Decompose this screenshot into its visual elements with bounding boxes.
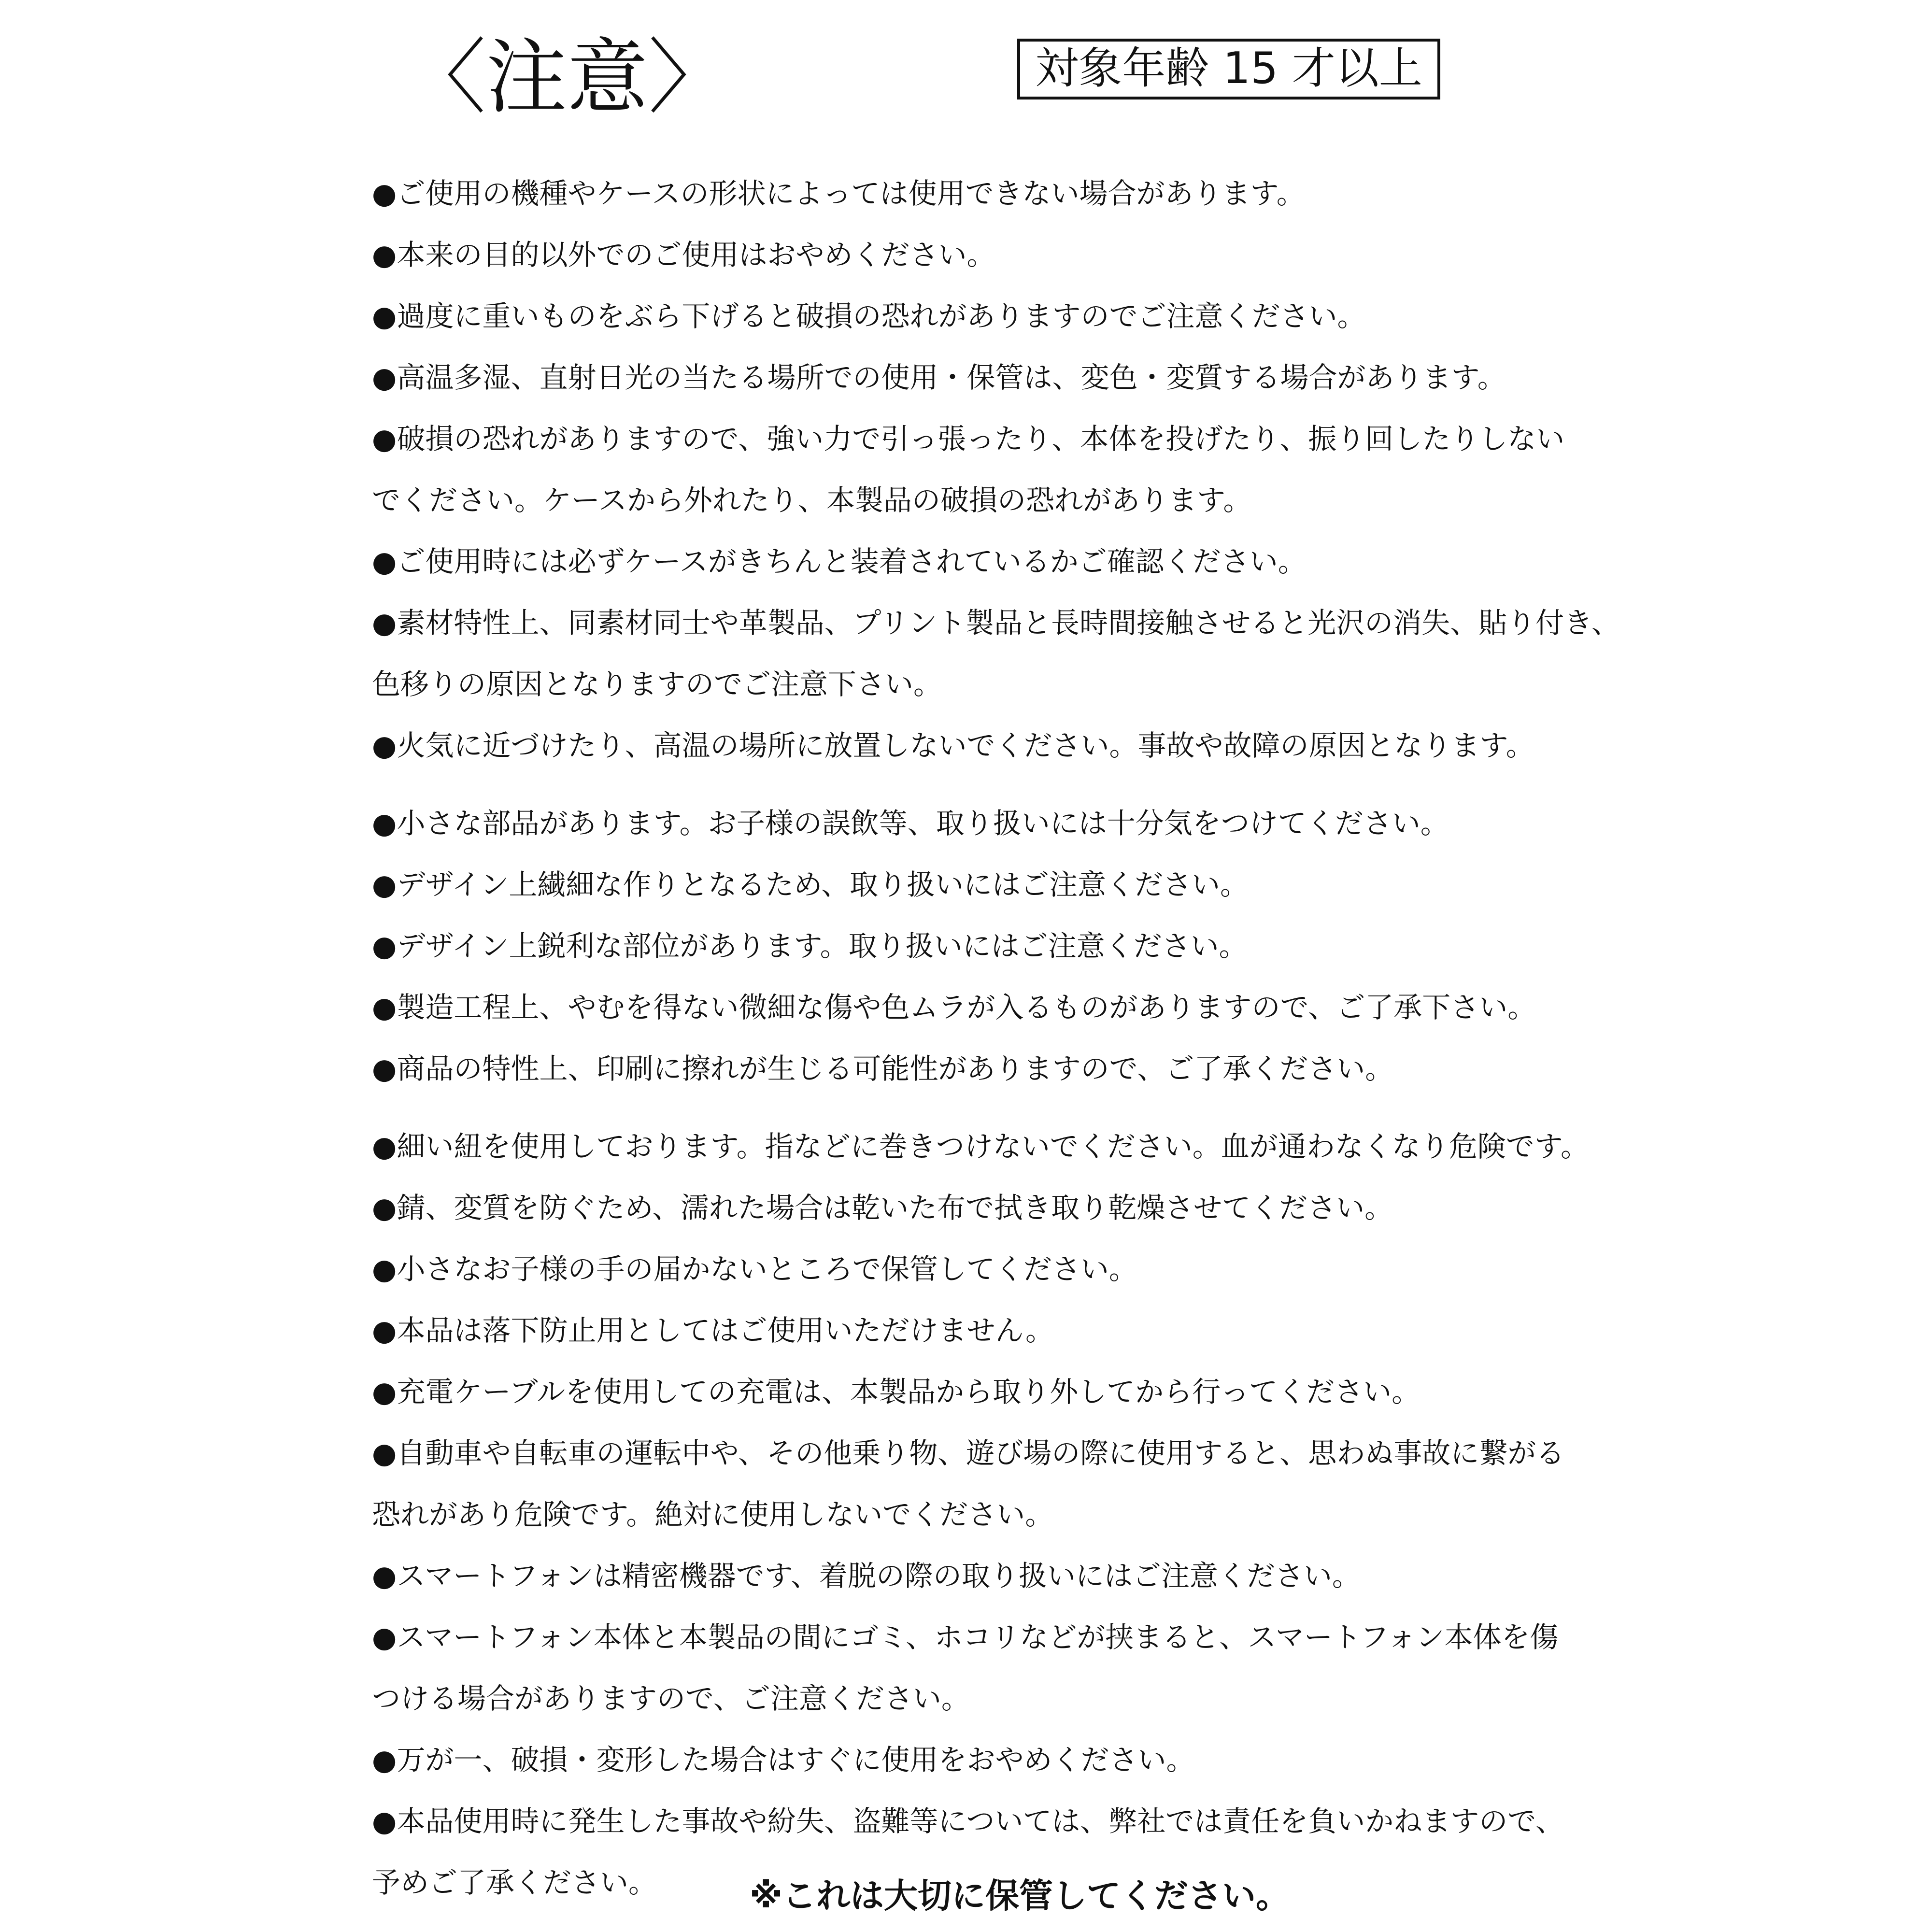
caution-line: ●スマートフォン本体と本製品の間にゴミ、ホコリなどが挟まると、スマートフォン本体を傷 [372,1620,1559,1654]
caution-line: ●充電ケーブルを使用しての充電は、本製品から取り外してから行ってください。 [372,1375,1421,1408]
caution-line: ●商品の特性上、印刷に擦れが生じる可能性がありますので、ご了承ください。 [372,1052,1394,1085]
caution-line: ●製造工程上、やむを得ない微細な傷や色ムラが入るものがありますので、ご了承下さい。 [372,991,1536,1024]
caution-line: ●錆、変質を防ぐため、濡れた場合は乾いた布で拭き取り乾燥させてください。 [372,1191,1393,1224]
caution-line: ●本品使用時に発生した事故や紛失、盗難等については、弊社では責任を負いかねますので、 [372,1804,1564,1838]
caution-line: ●自動車や自転車の運転中や、その他乗り物、遊び場の際に使用すると、思わぬ事故に繋がる [372,1436,1565,1470]
caution-line: 予めご了承ください。 [372,1866,657,1899]
caution-line: 色移りの原因となりますのでご注意下さい。 [372,668,942,701]
caution-line: ●デザイン上繊細な作りとなるため、取り扱いにはご注意ください。 [372,868,1249,901]
age-rating-box: 対象年齢 15 才以上 [1017,39,1440,99]
caution-line: ●小さなお子様の手の届かないところで保管してください。 [372,1252,1137,1286]
caution-line: ●スマートフォンは精密機器です、着脱の際の取り扱いにはご注意ください。 [372,1559,1361,1592]
caution-line: ●デザイン上鋭利な部位があります。取り扱いにはご注意ください。 [372,929,1248,963]
caution-line: ●火気に近づけたり、高温の場所に放置しないでください。事故や故障の原因となります。 [372,729,1534,762]
caution-line: ●ご使用の機種やケースの形状によっては使用できない場合があります。 [372,177,1305,210]
caution-line: ●細い紐を使用しております。指などに巻きつけないでください。血が通わなくなり危険です。 [372,1130,1590,1163]
storage-notice: ※これは大切に保管してください。 [750,1876,1290,1916]
caution-line: ●本品は落下防止用としてはご使用いただけません。 [372,1314,1054,1347]
caution-line: ●過度に重いものをぶら下げると破損の恐れがありますのでご注意ください。 [372,299,1366,333]
caution-line: ●万が一、破損・変形した場合はすぐに使用をおやめください。 [372,1743,1195,1776]
caution-list [372,163,1620,1913]
caution-line: ●素材特性上、同素材同士や革製品、プリント製品と長時間接触させると光沢の消失、貼り付き、 [372,606,1620,639]
caution-line: でください。ケースから外れたり、本製品の破損の恐れがあります。 [372,483,1252,517]
caution-line: ●ご使用時には必ずケースがきちんと装着されているかご確認ください。 [372,545,1307,578]
caution-line: 恐れがあり危険です。絶対に使用しないでください。 [372,1498,1054,1531]
page-title: 〈注意〉 [405,30,729,125]
caution-line: ●高温多湿、直射日光の当たる場所での使用・保管は、変色・変質する場合があります。 [372,361,1506,394]
caution-line: つける場合がありますので、ご注意ください。 [372,1682,970,1715]
caution-line: ●破損の恐れがありますので、強い力で引っ張ったり、本体を投げたり、振り回したりしない [372,422,1565,455]
caution-line: ●本来の目的以外でのご使用はおやめください。 [372,238,995,271]
caution-line: ●小さな部品があります。お子様の誤飲等、取り扱いには十分気をつけてください。 [372,807,1449,840]
